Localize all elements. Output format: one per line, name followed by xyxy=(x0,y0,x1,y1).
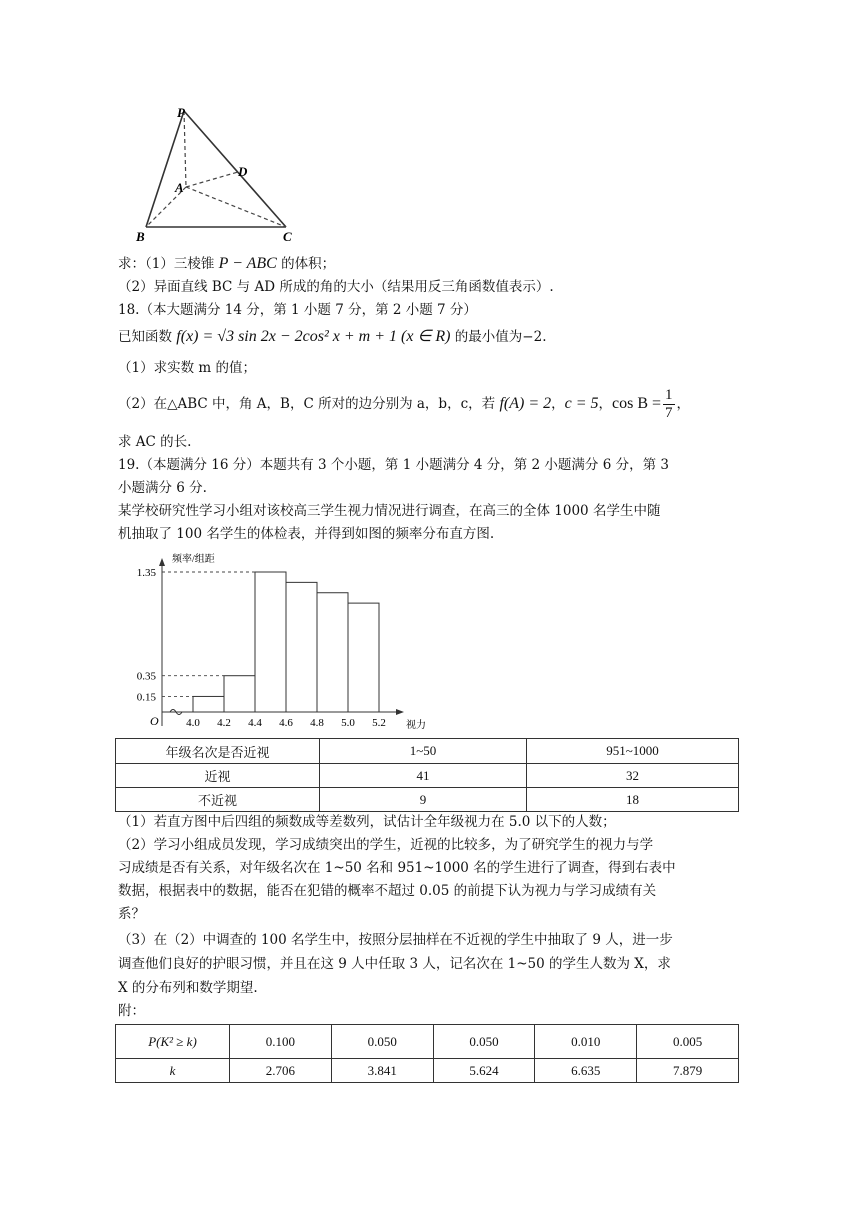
vision-cell: 18 xyxy=(527,788,739,812)
frequency-histogram xyxy=(0,548,860,738)
vision-header-cell: 951~1000 xyxy=(527,739,739,764)
histogram-bar xyxy=(317,593,348,712)
q19-part3-3: X 的分布列和数学期望. xyxy=(118,980,258,996)
q19-stem-1: 某学校研究性学习小组对该校高三学生视力情况进行调查，在高三的全体 1000 名学生中随 xyxy=(118,503,661,519)
y-tick-label: 1.35 xyxy=(136,567,156,579)
k2-prob-cell: 0.100 xyxy=(230,1025,332,1059)
q19-part3-2: 调查他们良好的护眼习惯，并且在这 9 人中任取 3 人，记名次在 1~50 的学生人数为 X，求 xyxy=(118,956,671,972)
q19-part3-1: （3）在（2）中调查的 100 名学生中，按照分层抽样在不近视的学生中抽取了 9 人，进一步 xyxy=(118,932,673,948)
histogram-bar xyxy=(255,572,286,712)
x-tick-label: 4.6 xyxy=(279,717,293,729)
histogram-bar xyxy=(193,696,224,712)
vertex-label-a: A xyxy=(175,180,184,195)
k2-k-cell: 3.841 xyxy=(331,1059,433,1083)
y-tick-label: 0.15 xyxy=(136,691,156,704)
q17-part2: （2）异面直线 BC 与 AD 所成的角的大小（结果用反三角函数值表示）. xyxy=(118,279,554,295)
k2-prob-cell: 0.005 xyxy=(637,1025,739,1059)
k2-k-label: k xyxy=(116,1059,230,1083)
q17-ask-prefix: 求：（1）三棱锥 xyxy=(118,256,219,272)
x-tick-label: 4.8 xyxy=(310,717,324,729)
vision-cell: 近视 xyxy=(116,764,320,788)
q18-part2-prefix: （2）在△ABC 中，角 A，B，C 所对的边分别为 a，b，c，若 xyxy=(118,396,500,412)
q17-part1 xyxy=(118,255,335,273)
k2-prob-cell: 0.010 xyxy=(535,1025,637,1059)
vision-cell: 32 xyxy=(527,764,739,788)
x-tick-label: 4.0 xyxy=(186,717,200,729)
histogram-bar xyxy=(224,676,255,712)
vertex-label-b: B xyxy=(136,229,145,244)
k2-prob-cell: 0.050 xyxy=(433,1025,535,1059)
origin-label: O xyxy=(150,714,159,728)
k2-prob-label: P(K² ≥ k) xyxy=(116,1025,230,1059)
vertex-label-d: D xyxy=(238,164,248,179)
histogram-bar xyxy=(286,582,317,712)
vision-cell: 不近视 xyxy=(116,788,320,812)
q18-fraction-den: 7 xyxy=(665,405,673,421)
vision-header-cell: 年级名次是否近视 xyxy=(116,739,320,764)
q18-c: c = 5 xyxy=(564,395,599,412)
vertex-label-c: C xyxy=(283,229,292,244)
edge-ad xyxy=(186,172,238,187)
q19-part2-3: 数据，根据表中的数据，能否在犯错的概率不超过 0.05 的前提下认为视力与学习成绩有关 xyxy=(118,883,657,899)
k2-k-cell: 7.879 xyxy=(637,1059,739,1083)
q18-header: 18.（本大题满分 14 分，第 1 小题 7 分，第 2 小题 7 分） xyxy=(118,302,477,318)
edge-pa xyxy=(184,111,186,187)
y-axis-arrow xyxy=(159,558,165,566)
q19-part2-4: 系？ xyxy=(118,906,145,922)
k2-k-cell: 5.624 xyxy=(433,1059,535,1083)
x-axis-arrow xyxy=(396,709,404,715)
vertex-label-p: P xyxy=(177,105,185,120)
appendix-label: 附： xyxy=(118,1003,145,1019)
edge-pc xyxy=(184,111,286,227)
vision-table-row xyxy=(116,764,739,788)
k2-table-row-p xyxy=(116,1025,739,1059)
q18-part1: （1）求实数 m 的值； xyxy=(118,360,256,376)
vision-cell: 9 xyxy=(320,788,527,812)
vision-table-header xyxy=(116,739,739,764)
y-axis-label: 频率/组距 xyxy=(172,554,215,565)
x-tick-label: 5.0 xyxy=(341,717,355,729)
q18-cosb: cos B = xyxy=(612,395,662,412)
q18-fraction-num: 1 xyxy=(665,387,673,403)
q17-ask-suffix: 的体积； xyxy=(276,256,336,272)
y-tick-label: 0.35 xyxy=(136,670,156,683)
q18-part2-end: 求 AC 的长. xyxy=(118,434,192,450)
q19-header-2: 小题满分 6 分. xyxy=(118,480,207,496)
q18-stem-suffix: 的最小值为−2. xyxy=(450,329,547,345)
edge-ac xyxy=(186,187,286,227)
k2-k-cell: 6.635 xyxy=(535,1059,637,1083)
q18-part2: （2）在△ABC 中，角 A，B，C 所对的边分别为 a，b，c，若 f(A) = 2，c = 5，cos B = $\frac{1}{7}$ ， xyxy=(118,387,691,421)
vision-table xyxy=(115,738,739,812)
k2-table-row-k xyxy=(116,1059,739,1083)
k2-prob-cell: 0.050 xyxy=(331,1025,433,1059)
q18-stem-prefix: 已知函数 xyxy=(118,329,177,345)
vision-cell: 41 xyxy=(320,764,527,788)
edge-pb xyxy=(146,111,184,227)
q19-header-1: 19.（本题满分 16 分）本题共有 3 个小题，第 1 小题满分 4 分，第 2 小题满分 6 分，第 3 xyxy=(118,457,669,473)
x-tick-label: 4.4 xyxy=(248,717,262,729)
q19-stem-2: 机抽取了 100 名学生的体检表，并得到如图的频率分布直方图. xyxy=(118,526,495,542)
q18-fraction xyxy=(663,387,675,422)
q19-part2-1: （2）学习小组成员发现，学习成绩突出的学生，近视的比较多，为了研究学生的视力与学 xyxy=(118,837,654,853)
q19-part1: （1）若直方图中后四组的频数成等差数列，试估计全年级视力在 5.0 以下的人数； xyxy=(118,814,616,830)
vision-table-row xyxy=(116,788,739,812)
vision-header-cell: 1~50 xyxy=(320,739,527,764)
histogram-bar xyxy=(348,603,379,712)
q18-function-formula: f(x) = √3 sin 2x − 2cos² x + m + 1 (x ∈ R) xyxy=(176,328,451,345)
k2-table xyxy=(115,1024,739,1083)
x-axis-label: 视力 xyxy=(406,720,426,731)
q18-stem xyxy=(118,328,546,346)
q19-part2-2: 习成绩是否有关系，对年级名次在 1~50 名和 951~1000 名的学生进行了调查，得到右表中 xyxy=(118,860,676,876)
k2-k-cell: 2.706 xyxy=(230,1059,332,1083)
x-tick-label: 4.2 xyxy=(217,717,231,729)
x-tick-label: 5.2 xyxy=(372,717,386,729)
q18-fa: f(A) = 2 xyxy=(499,395,552,412)
q17-ask-formula: P − ABC xyxy=(218,255,277,272)
